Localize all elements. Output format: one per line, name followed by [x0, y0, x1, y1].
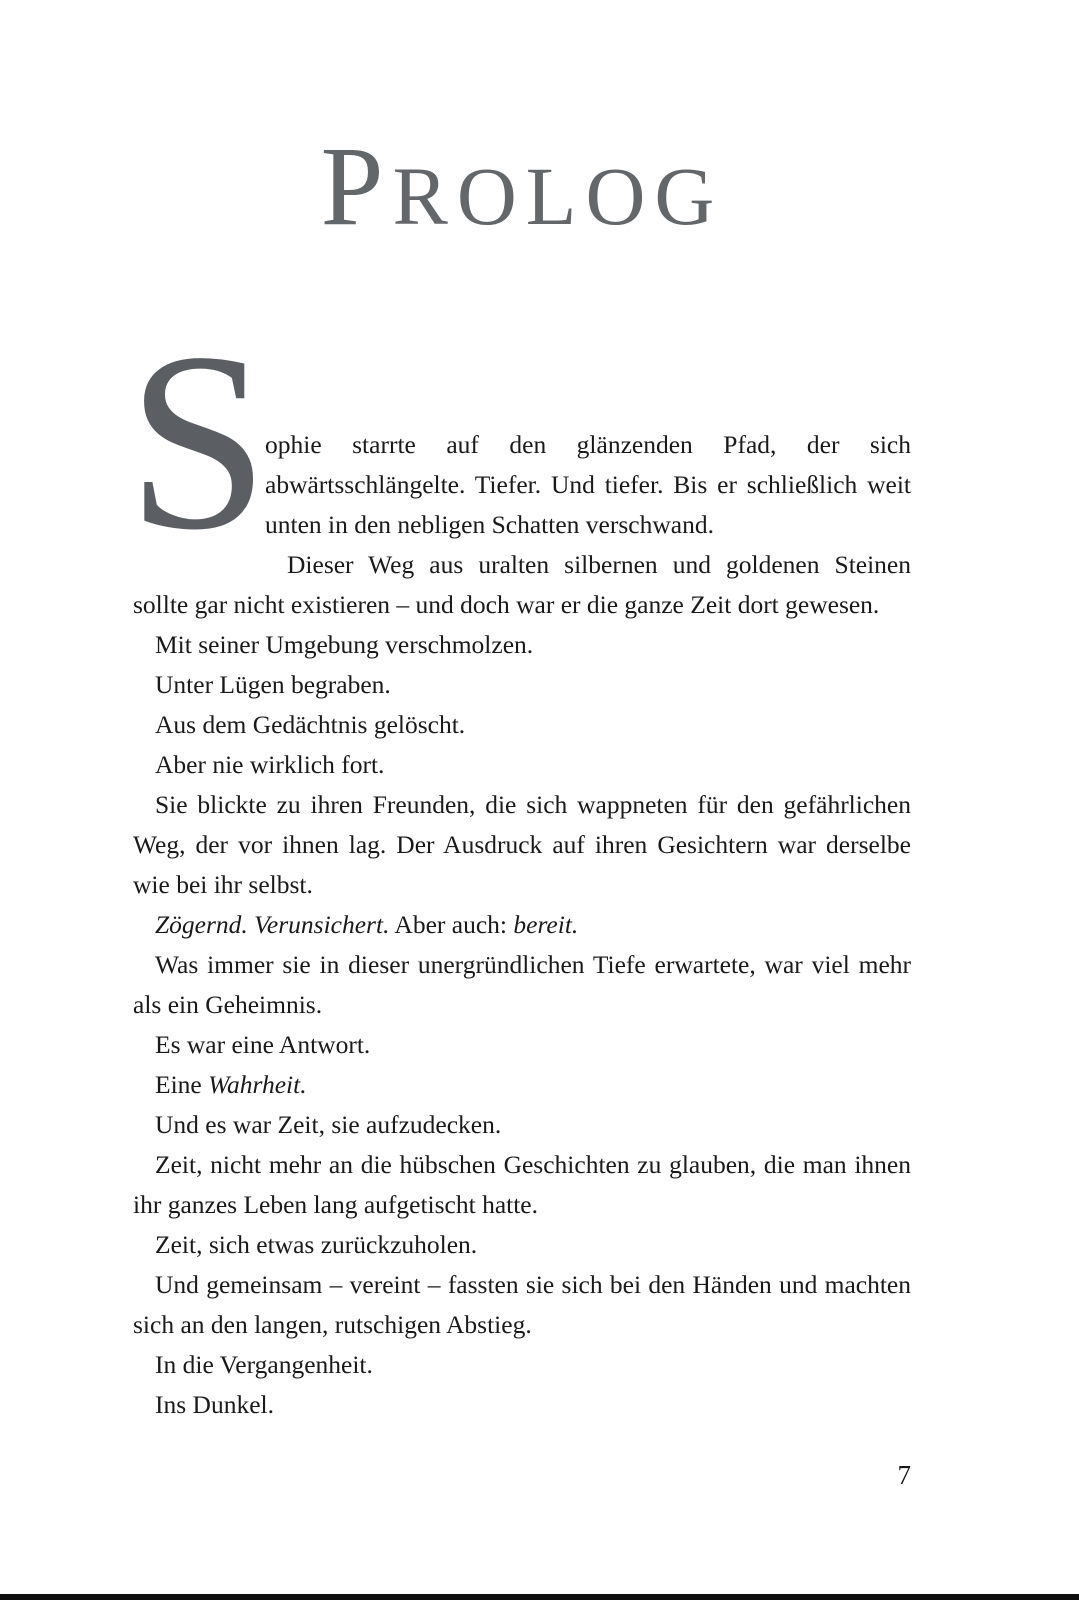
text-run: Mit seiner Umgebung verschmolzen. — [155, 630, 534, 659]
paragraph — [133, 1025, 911, 1065]
text-run: ophie starrte auf den glänzenden Pfad, der sich abwärtsschlängelte. Tiefer. Und tiefer. Bis er schließlich weit unten in den nebligen Schatten verschwand. — [265, 430, 911, 539]
text-run: Sie blickte zu ihren Freunden, die sich wappneten für den gefährlichen Weg, der vor ihnen lag. Der Ausdruck auf ihren Gesichtern war derselbe wie bei ihr selbst. — [133, 790, 911, 899]
text-run: Eine — [155, 1070, 209, 1099]
drop-cap — [127, 301, 269, 583]
text-run-italic: Zögernd. Verunsichert. — [155, 910, 390, 939]
page-title-rest: ROLOG — [392, 150, 724, 242]
paragraph — [133, 1225, 911, 1265]
text-run: In die Vergangenheit. — [155, 1350, 373, 1379]
paragraph — [133, 945, 911, 1025]
text-run: Aber nie wirklich fort. — [155, 750, 385, 779]
text-run: Ins Dunkel. — [155, 1390, 274, 1419]
page-number: 7 — [897, 1460, 911, 1490]
paragraph — [133, 1145, 911, 1225]
paragraph — [133, 625, 911, 665]
paragraph — [133, 745, 911, 785]
paragraph — [133, 1345, 911, 1385]
page-title — [133, 124, 911, 253]
text-run: Zeit, sich etwas zurückzuholen. — [155, 1230, 478, 1259]
text-run: Unter Lügen begraben. — [155, 670, 391, 699]
footer-bar — [0, 1594, 1079, 1600]
text-run: Dieser Weg aus uralten silbernen und goldenen Steinen sollte gar nicht existieren – und doch war er die ganze Zeit dort gewesen. — [133, 550, 911, 619]
text-run: Zeit, nicht mehr an die hübschen Geschichten zu glauben, die man ihnen ihr ganzes Leben lang aufgetischt hatte. — [133, 1150, 911, 1219]
drop-cap-letter: S — [127, 301, 269, 583]
text-run: Aber auch: — [389, 910, 514, 939]
paragraph — [133, 785, 911, 905]
paragraph — [127, 301, 911, 583]
paragraph — [133, 905, 911, 945]
paragraph — [133, 705, 911, 745]
paragraph — [133, 1105, 911, 1145]
paragraph — [133, 1385, 911, 1425]
text-run: Und es war Zeit, sie aufzudecken. — [155, 1110, 502, 1139]
page-title-initial: P — [320, 124, 393, 249]
paragraph — [133, 1065, 911, 1105]
text-column — [127, 0, 911, 1425]
paragraph — [133, 665, 911, 705]
text-run: Aus dem Gedächtnis gelöscht. — [155, 710, 466, 739]
text-run-italic: Wahrheit. — [208, 1070, 307, 1099]
paragraphs — [127, 301, 911, 1425]
text-run: Und gemeinsam – vereint – fassten sie sich bei den Händen und machten sich an den langen, rutschigen Abstieg. — [133, 1270, 911, 1339]
text-run: Was immer sie in dieser unergründlichen Tiefe erwartete, war viel mehr als ein Geheimnis. — [133, 950, 911, 1019]
text-run-italic: bereit. — [513, 910, 579, 939]
text-run: Es war eine Antwort. — [155, 1030, 371, 1059]
paragraph — [133, 1265, 911, 1345]
